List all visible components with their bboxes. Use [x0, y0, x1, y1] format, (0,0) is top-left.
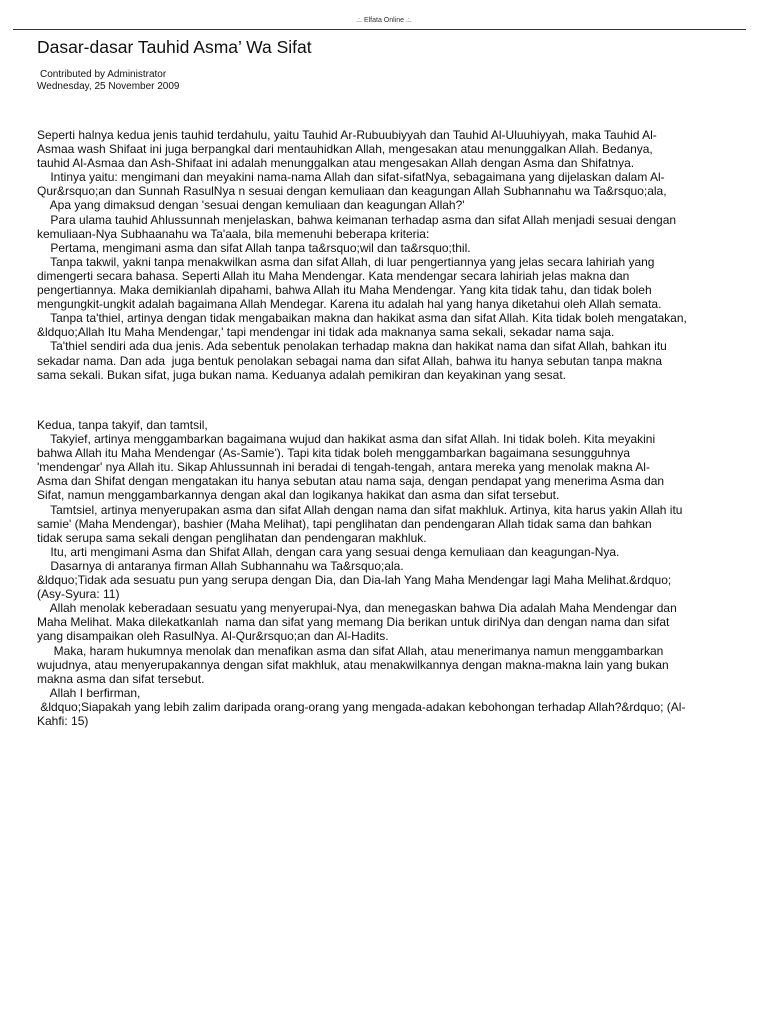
article-section-1 — [37, 128, 740, 418]
body-text-line: Qur&rsquo;an dan Sunnah RasulNya n sesuai dengan kemuliaan dan keagungan Allah Subhannahu wa Ta&rsquo;ala, — [37, 184, 667, 199]
body-text-line: Kahfi: 15) — [37, 713, 89, 728]
body-text-line: &ldquo;Allah Itu Maha Mendengar,' tapi mendengar ini tidak ada maknanya sama sekali, sekadar nama saja. — [37, 325, 615, 340]
body-text-line: Allah I berfirman, — [37, 685, 141, 700]
body-text-line: tauhid Al-Asmaa dan Ash-Shifaat ini adalah menunggalkan atau mengesakan Allah dengan Asma dan Shifatnya. — [37, 156, 635, 171]
body-text-line: Maha Melihat. Maka dilekatkanlah nama dan sifat yang memang Dia berikan untuk diriNya dan dengan nama dan sifat — [37, 615, 670, 630]
body-text-line: sekadar nama. Dan ada juga bentuk penolakan sebagai nama dan sifat Allah, bahwa itu hanya sebutan tanpa makna — [37, 353, 663, 368]
body-text-line: makna asma dan sifat tersebut. — [37, 671, 205, 686]
body-text-line: 'mendengar' nya Allah itu. Sikap Ahlussunnah ini beradai di tengah-tengah, antara mereka yang menolak makna Al- — [37, 460, 650, 475]
body-text-line: Itu, arti mengimani Asma dan Shifat Allah, dengan cara yang sesuai denga kemuliaan dan keagungan-Nya. — [37, 544, 620, 559]
article-section-2 — [37, 418, 740, 728]
article-title: Dasar-dasar Tauhid Asma’ Wa Sifat — [37, 37, 312, 57]
body-text-line: sama sekali. Bukan sifat, juga bukan nama. Keduanya adalah pemikiran dan keyakinan yang sesat. — [37, 367, 566, 382]
body-text-line: &ldquo;Tidak ada sesuatu pun yang serupa dengan Dia, dan Dia-lah Yang Maha Mendengar lagi Maha Melihat.&rdquo; — [37, 573, 672, 588]
site-header: .:. Elfata Online .:. — [356, 17, 412, 24]
body-text-line: samie' (Maha Mendengar), bashier (Maha Melihat), tapi penglihatan dan pendengaran Allah tidak sama dan bahkan — [37, 516, 652, 531]
body-text-line: Dasarnya di antaranya firman Allah Subhannahu wa Ta&rsquo;ala. — [37, 558, 404, 573]
body-text-line: Tamtsiel, artinya menyerupakan asma dan sifat Allah dengan nama dan sifat makhluk. Artinya, kita harus yakin Allah itu — [37, 502, 683, 517]
body-text-line: (Asy-Syura: 11) — [37, 587, 120, 602]
body-text-line: Sifat, namun menggambarkannya dengan akal dan logikanya hakikat dan asma dan sifat tersebut. — [37, 488, 560, 503]
body-text-line: dimengerti secara bahasa. Seperti Allah itu Maha Mendengar. Kata mendengar secara lahiriah jelas makna dan — [37, 268, 630, 283]
body-text-line: kemuliaan-Nya Subhaanahu wa Ta'aala, bila memenuhi beberapa kriteria: — [37, 226, 430, 241]
body-text-line: Maka, haram hukumnya menolak dan menafikan asma dan sifat Allah, atau menerimanya namun menggambarkan — [37, 643, 664, 658]
body-text-line: Asmaa wash Shifaat ini juga berpangkal dari mentauhidkan Allah, mengesakan atau menunggalkan Allah. Bedanya, — [37, 142, 653, 157]
header-divider — [13, 29, 746, 30]
body-text-line: Para ulama tauhid Ahlussunnah menjelaskan, bahwa keimanan terhadap asma dan sifat Allah menjadi sesuai dengan — [37, 212, 677, 227]
body-text-line: bahwa Allah itu Maha Mendengar (As-Samie'). Tapi kita tidak boleh menggambarkan bagaimana sesungguhnya — [37, 446, 631, 461]
article-meta — [37, 69, 180, 93]
body-text-line: tidak serupa sama sekali dengan penglihatan dan pendengaran makhluk. — [37, 530, 427, 545]
article-date: Wednesday, 25 November 2009 — [37, 81, 180, 92]
body-text-line: Seperti halnya kedua jenis tauhid terdahulu, yaitu Tauhid Ar-Rubuubiyyah dan Tauhid Al-Uluuhiyyah, maka Tauhid Al- — [37, 128, 657, 142]
body-text-line: Pertama, mengimani asma dan sifat Allah tanpa ta&rsquo;wil dan ta&rsquo;thil. — [37, 240, 471, 255]
body-text-line: Tanpa ta'thiel, artinya dengan tidak mengabaikan makna dan hakikat asma dan sifat Allah. Kita tidak boleh mengatakan, — [37, 311, 687, 326]
body-text-line: &ldquo;Siapakah yang lebih zalim daripada orang-orang yang mengada-adakan kebohongan terhadap Allah?&rdquo; (Al- — [37, 699, 686, 714]
body-text-line: wujudnya, atau menyerupakannya dengan sifat makhluk, atau menakwilkannya dengan makna-makna lain yang bukan — [37, 657, 669, 672]
body-text-line: Intinya yaitu: mengimani dan meyakini nama-nama Allah dan sifat-sifatNya, sebagaimana yang dijelaskan dalam Al- — [37, 170, 665, 185]
article-body — [37, 128, 740, 728]
article-author: Contributed by Administrator — [40, 69, 167, 80]
body-text-line: yang disampaikan oleh RasulNya. Al-Qur&rsquo;an dan Al-Hadits. — [37, 629, 389, 644]
body-text-line: Takyief, artinya menggambarkan bagaimana wujud dan hakikat asma dan sifat Allah. Ini tidak boleh. Kita meyakini — [37, 432, 656, 447]
body-text-line: Ta'thiel sendiri ada dua jenis. Ada sebentuk penolakan terhadap makna dan hakikat nama dan sifat Allah, bahkan itu — [37, 339, 667, 354]
body-text-line: Asma dan Shifat dengan mengatakan itu hanya sebutan atau nama saja, dengan pendapat yang menerima Asma dan — [37, 474, 665, 489]
body-text-line: Apa yang dimaksud dengan 'sesuai dengan kemuliaan dan keagungan Allah?' — [37, 198, 465, 213]
body-text-line: Kedua, tanpa takyif, dan tamtsil, — [37, 418, 208, 432]
body-text-line: Allah menolak keberadaan sesuatu yang menyerupai-Nya, dan menegaskan bahwa Dia adalah Maha Mendengar dan — [37, 601, 677, 616]
body-text-line: Tanpa takwil, yakni tanpa menakwilkan asma dan sifat Allah, di luar pengertiannya yang jelas secara lahiriah yang — [37, 254, 655, 269]
body-text-line: mengungkit-ungkit adalah bagaimana Allah Mendegar. Karena itu adalah hal yang hanya diketahui oleh Allah semata. — [37, 297, 662, 312]
body-text-line: pengertiannya. Maka demikianlah dipahami, bahwa Allah itu Maha Mendengar. Yang kita tidak tahu, dan tidak boleh — [37, 283, 652, 298]
